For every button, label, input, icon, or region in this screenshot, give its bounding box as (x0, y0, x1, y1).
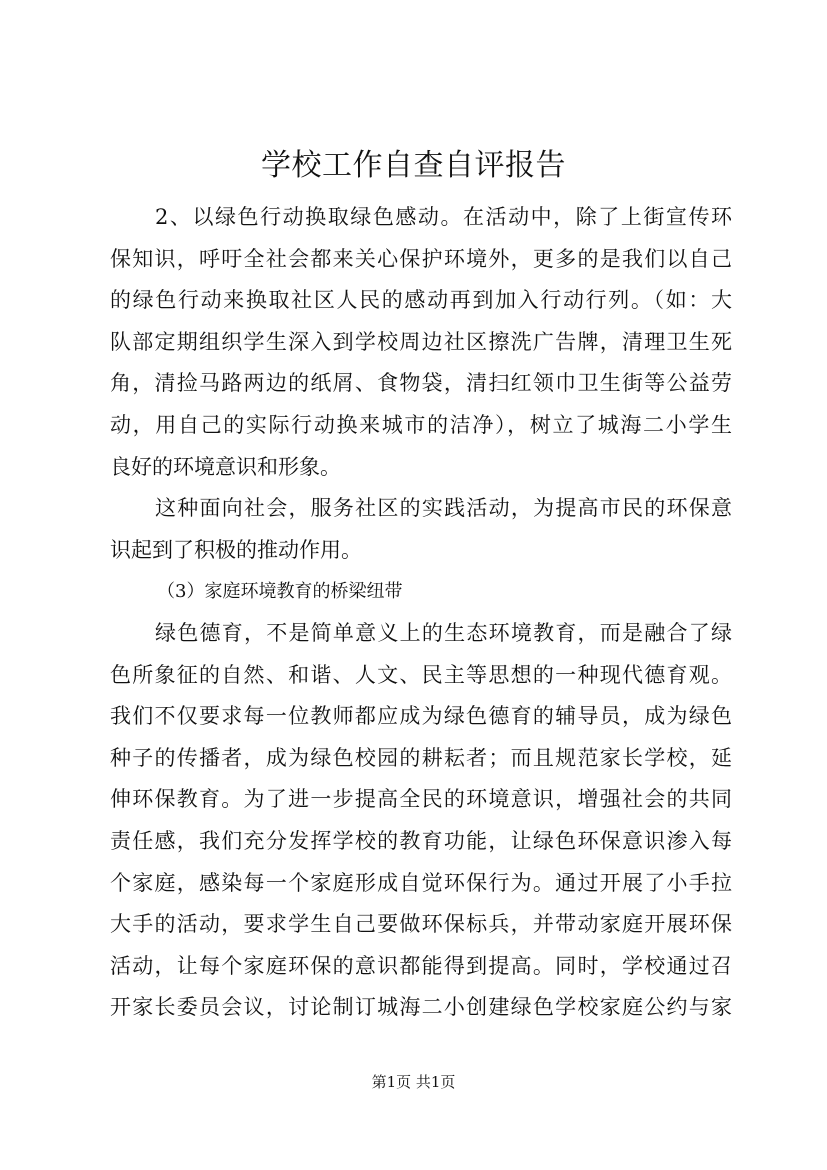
text-line: 色所象征的自然、和谐、人文、民主等思想的一种现代德育观。 (110, 662, 732, 687)
text-line: 种子的传播者，成为绿色校园的耕耘者；而且规范家长学校，延 (110, 745, 732, 770)
text-line: 队部定期组织学生深入到学校周边社区擦洗广告牌，清理卫生死 (110, 329, 732, 354)
text-line: 活动，让每个家庭环保的意识都能得到提高。同时，学校通过召 (110, 953, 732, 978)
text-line: 我们不仅要求每一位教师都应成为绿色德育的辅导员，成为绿色 (110, 704, 732, 729)
text-line: 2、以绿色行动换取绿色感动。在活动中，除了上街宣传环 (155, 205, 732, 229)
document-body (110, 197, 732, 1029)
text-line: 伸环保教育。为了进一步提高全民的环境意识，增强社会的共同 (110, 787, 732, 812)
text-line: 角，清捡马路两边的纸屑、食物袋，清扫红领巾卫生街等公益劳 (110, 371, 732, 396)
section-subheading: （3）家庭环境教育的桥梁纽带 (157, 581, 403, 603)
text-line: 责任感，我们充分发挥学校的教育功能，让绿色环保意识渗入每 (110, 828, 732, 853)
text-line: 识起到了积极的推动作用。 (110, 537, 362, 562)
text-line: 绿色德育，不是简单意义上的生态环境教育，而是融合了绿 (155, 620, 732, 645)
text-line: 个家庭，感染每一个家庭形成自觉环保行为。通过开展了小手拉 (110, 870, 732, 895)
page-footer: 第1页 共1页 (371, 1073, 456, 1091)
text-line: 的绿色行动来换取社区人民的感动再到加入行动行列。（如：大 (110, 288, 732, 313)
text-line: 大手的活动，要求学生自己要做环保标兵，并带动家庭开展环保 (110, 912, 732, 937)
text-line: 良好的环境意识和形象。 (110, 454, 341, 479)
text-line: 保知识，呼吁全社会都来关心保护环境外，更多的是我们以自己 (110, 246, 732, 271)
text-line: 开家长委员会议，讨论制订城海二小创建绿色学校家庭公约与家 (110, 995, 732, 1020)
text-line: 这种面向社会，服务社区的实践活动，为提高市民的环保意 (155, 496, 732, 521)
document-title: 学校工作自查自评报告 (261, 148, 566, 183)
text-line: 动，用自己的实际行动换来城市的洁净），树立了城海二小学生 (110, 412, 732, 437)
